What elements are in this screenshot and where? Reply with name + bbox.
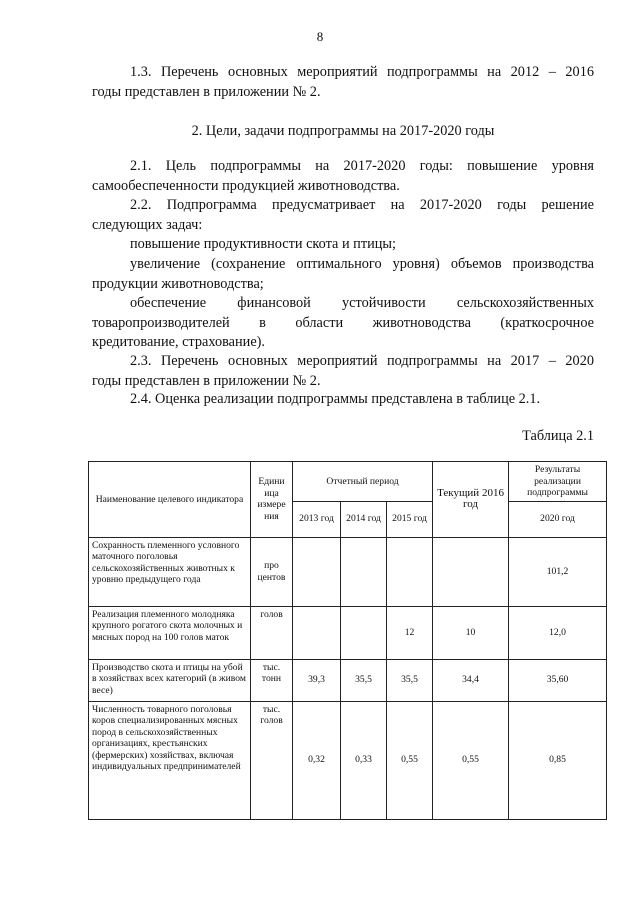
task-2: увеличение (сохранение оптимального уровня) объемов производства продукции животноводства; — [92, 256, 594, 292]
header-2020: 2020 год — [509, 501, 607, 537]
header-period: Отчетный период — [293, 462, 433, 502]
task-3: обеспечение финансовой устойчивости сельскохозяйственных товаропроизводителей в области животноводства (краткосрочное кредитование, страхование). — [92, 295, 594, 350]
table-caption: Таблица 2.1 — [522, 428, 594, 444]
table-row: Реализация племенного молодняка крупного рогатого скота молочных и мясных пород на 100 голов маток голов 12 10 12,0 — [89, 606, 607, 659]
paragraph-2-2: 2.2. Подпрограмма предусматривает на 2017-2020 годы решение следующих задач: — [92, 197, 594, 233]
paragraph-2-3: 2.3. Перечень основных мероприятий подпрограммы на 2017 – 2020 годы представлен в приложении № 2. — [92, 353, 594, 389]
header-unit: Едини ица измере ния — [251, 462, 293, 538]
paragraph-2-4: 2.4. Оценка реализации подпрограммы представлена в таблице 2.1. — [130, 391, 541, 407]
table-row: Сохранность племенного условного маточного поголовья сельскохозяйственных животных к уровню предыдущего года про центов 101,2 — [89, 537, 607, 606]
header-2014: 2014 год — [341, 501, 387, 537]
paragraph-2-1: 2.1. Цель подпрограммы на 2017-2020 годы: повышение уровня самообеспеченности продукцией животноводства. — [92, 158, 594, 194]
indicators-table — [88, 461, 607, 820]
paragraph-1-3: 1.3. Перечень основных мероприятий подпрограммы на 2012 – 2016 годы представлен в приложении № 2. — [92, 64, 594, 100]
header-indicator-name: Наименование целевого индикатора — [89, 462, 251, 538]
table-header-row — [89, 462, 607, 502]
table-row: Производство скота и птицы на убой в хозяйствах всех категорий (в живом весе) тыс. тонн 39,3 35,5 35,5 34,4 35,60 — [89, 659, 607, 701]
task-1: повышение продуктивности скота и птицы; — [130, 236, 396, 252]
header-2013: 2013 год — [293, 501, 341, 537]
header-current-year: Текущий 2016 год — [433, 462, 509, 538]
table-row: Численность товарного поголовья коров специализированных мясных пород в сельскохозяйственных организациях, крестьянских (фермерских) хозяйствах, включая индивидуальных предпринимателей тыс. голов 0,32 0,33 0,55 0,55 0,85 — [89, 701, 607, 819]
header-results: Результаты реализации подпрограммы — [509, 462, 607, 502]
page-number: 8 — [316, 29, 324, 44]
header-2015: 2015 год — [387, 501, 433, 537]
section-heading: 2. Цели, задачи подпрограммы на 2017-2020 годы — [191, 123, 495, 139]
